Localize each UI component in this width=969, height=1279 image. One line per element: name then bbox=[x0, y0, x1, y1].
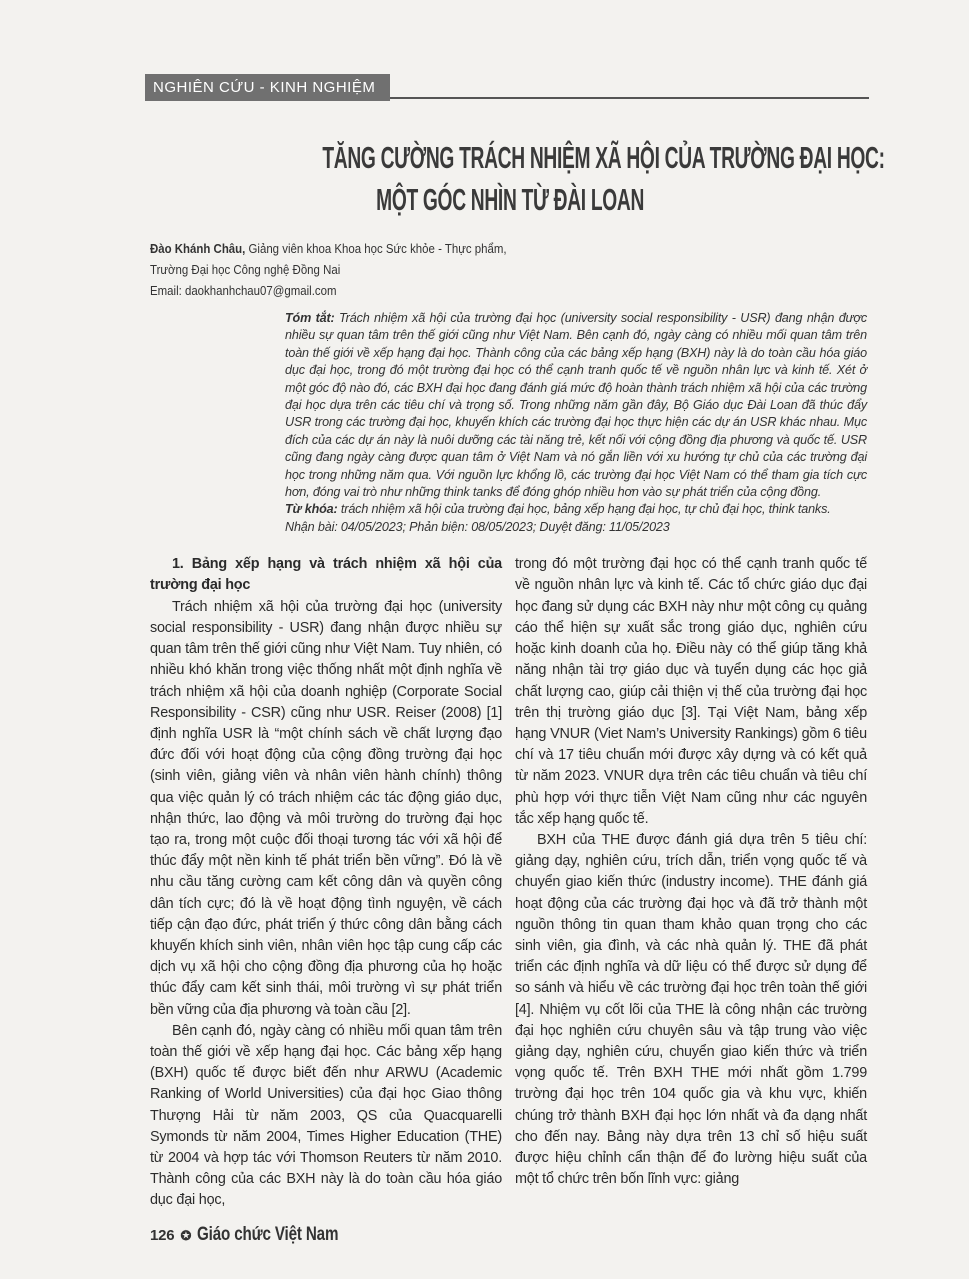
body-paragraph: BXH của THE được đánh giá dựa trên 5 tiêu chí: giảng dạy, nghiên cứu, trích dẫn, triển vọng quốc tế và chuyển giao kiến thức (industry income). THE đánh giá hoạt động của các trường đại học và đã trở thành một nguồn thông tin quan tham khảo quan trọng cho các sinh viên, gia đình, và các nhà quản lý. THE đã phát triển các định nghĩa và dữ liệu có thể được sử dụng để so sánh và hiểu về các trường đại học trên toàn thế giới [4]. Nhiệm vụ cốt lõi của THE là công nhận các trường đại học nghiên cứu chuyên sâu và tập trung vào việc giảng dạy, nghiên cứu, chuyển giao kiến thức và triển vọng quốc tế. Trên BXH THE mới nhất gồm 1.799 trường đại học trên 104 quốc gia và khu vực, khiến chúng trở thành BXH đại học lớn nhất và đa dạng nhất cho đến nay. Bảng này dựa trên 13 chỉ số hiệu suất được hiệu chỉnh cẩn thận để đo lường hiệu suất của một tổ chức trên bốn lĩnh vực: giảng bbox=[515, 831, 867, 1188]
article-flow bbox=[150, 310, 867, 1279]
abstract-label: Tóm tắt: bbox=[285, 311, 335, 325]
author-block bbox=[150, 238, 555, 301]
body-column-right bbox=[515, 554, 867, 1248]
abstract bbox=[285, 310, 867, 536]
title-text-2: MỘT GÓC NHÌN TỪ ĐÀI LOAN bbox=[376, 182, 644, 217]
body-columns bbox=[150, 554, 867, 1248]
author-email: Email: daokhanhchau07@gmail.com bbox=[150, 283, 337, 298]
body-column-left bbox=[150, 554, 502, 1248]
section-heading: 1. Bảng xếp hạng và trách nhiệm xã hội của trường đại học bbox=[150, 556, 502, 594]
author-line bbox=[150, 238, 507, 259]
header-divider bbox=[390, 97, 869, 99]
article-dates: Nhận bài: 04/05/2023; Phản biện: 08/05/2023; Duyệt đăng: 11/05/2023 bbox=[285, 519, 670, 534]
article-title-line-1 bbox=[150, 140, 885, 176]
article-title-line-2 bbox=[150, 182, 870, 218]
body-paragraph: trong đó một trường đại học có thể cạnh tranh quốc tế về nguồn nhân lực và kinh tế. Các tổ chức giáo dục đại học đang sử dụng các BXH này như một công cụ quảng cáo thể hiện sự xuất sắc trong giáo dục, nghiên cứu hoặc kinh doanh của họ. Điều này có thể giúp tăng khả năng nhận tài trợ giáo dục và tuyển dụng các học giả chất lượng cao, giúp cải thiện vị thế của trường đại học trên thị trường giáo dục [3]. Tại Việt Nam, bảng xếp hạng VNUR (Viet Nam’s University Rankings) gồm 6 tiêu chí và 17 tiêu chuẩn mới được xây dựng và có kết quả từ năm 2023. VNUR dựa trên các tiêu chuẩn và tiêu chí phù hợp với thực tiễn Việt Nam cũng như các nguyên tắc xếp hạng quốc tế. bbox=[515, 556, 867, 827]
keywords-label: Từ khóa: bbox=[285, 502, 338, 517]
title-text-1: TĂNG CƯỜNG TRÁCH NHIỆM XÃ HỘI CỦA TRƯỜNG ĐẠI HỌC: bbox=[322, 140, 885, 175]
author-affiliation: Trường Đại học Công nghệ Đồng Nai bbox=[150, 262, 341, 277]
section-label: NGHIÊN CỨU - KINH NGHIỆM bbox=[145, 74, 390, 101]
keywords-text: trách nhiệm xã hội của trường đại học, bảng xếp hạng đại học, tự chủ đại học, think tanks. bbox=[337, 502, 831, 517]
author-name: Đào Khánh Châu, bbox=[150, 241, 246, 256]
author-position: Giảng viên khoa Khoa học Sức khỏe - Thực phẩm, bbox=[245, 241, 507, 256]
body-paragraph: Bên cạnh đó, ngày càng có nhiều mối quan tâm trên toàn thế giới về xếp hạng đại học. Các bảng xếp hạng (BXH) quốc tế được biết đến như ARWU (Academic Ranking of World Universities) của đại học Giao thông Thượng Hải từ năm 2003, QS của Quacquarelli Symonds từ năm 2004, Times Higher Education (THE) từ 2004 và hợp tác với Thomson Reuters từ năm 2010. Thành công của các BXH này là do toàn cầu hóa giáo dục đại học, bbox=[150, 1022, 502, 1209]
abstract-text: Trách nhiệm xã hội của trường đại học (university social responsibility - USR) đang nhận được nhiều sự quan tâm trên thế giới cũng như Việt Nam. Bên cạnh đó, ngày càng có nhiều mối quan tâm trên toàn thế giới về xếp hạng đại học. Thành công của các bảng xếp hạng (BXH) này là do toàn cầu hóa giáo dục đại học, trong đó một trường đại học có thể cạnh tranh quốc tế về nguồn nhân lực và kinh tế. Xét ở một góc độ nào đó, các BXH đại học đang đánh giá mức độ hoàn thành trách nhiệm xã hội của các trường đại học dựa trên các tiêu chí và trọng số. Trong những năm gần đây, Bộ Giáo dục Đài Loan đã thúc đẩy USR trong các trường đại học, khuyến khích các trường đại học thực hiện các dự án USR khác nhau. Mục đích của các dự án này là nuôi dưỡng các tài năng trẻ, kết nối với cộng đồng địa phương và quốc tế. USR cũng đang ngày càng được quan tâm ở Việt Nam và nó gắn liền với xu hướng tự chủ của các trường đại học trong những năm qua. Với nguồn lực khổng lồ, các trường đại học Việt Nam có thể tham gia tích cực hơn, đóng vai trò như những think tanks để đóng ghóp nhiều hơn vào sự phát triển của cộng đồng. bbox=[285, 311, 868, 500]
magazine-name: Giáo chức Việt Nam bbox=[197, 1223, 339, 1245]
page-number: 126 bbox=[150, 1226, 175, 1244]
star-circle-icon: ✪ bbox=[180, 1227, 192, 1243]
abstract-summary bbox=[285, 310, 867, 501]
page-footer bbox=[150, 1222, 502, 1249]
body-paragraph: Trách nhiệm xã hội của trường đại học (university social responsibility - USR) đang nhận được nhiều sự quan tâm trên thế giới cũng như Việt Nam. Tuy nhiên, có nhiều khó khăn trong việc thống nhất một định nghĩa về trách nhiệm xã hội của doanh nghiệp (Corporate Social Responsibility - CSR) cũng như USR. Reiser (2008) [1] định nghĩa USR là “một chính sách về chất lượng đạo đức đối với hoạt động của cộng đồng trường đại học (sinh viên, giảng viên và nhân viên hành chính) thông qua việc quản lý có trách nhiệm các tác động giáo dục, nhận thức, lao động và môi trường do trường đại học tạo ra, trong một cuộc đối thoại tương tác với xã hội để thúc đẩy một nền kinh tế phát triển bền vững”. Đó là về nhu cầu tăng cường cam kết công dân và quyền công dân tích cực; đó là về hoạt động tình nguyện, về cách tiếp cận đạo đức, phát triển ý thức công dân bằng cách khuyến khích sinh viên, nhân viên học tập cung cấp các dịch vụ xã hội cho cộng đồng địa phương của họ hoặc thúc đẩy cam kết sinh thái, môi trường vì sự phát triển bền vững của địa phương và toàn cầu [2]. bbox=[150, 598, 502, 1018]
keywords bbox=[285, 501, 867, 518]
